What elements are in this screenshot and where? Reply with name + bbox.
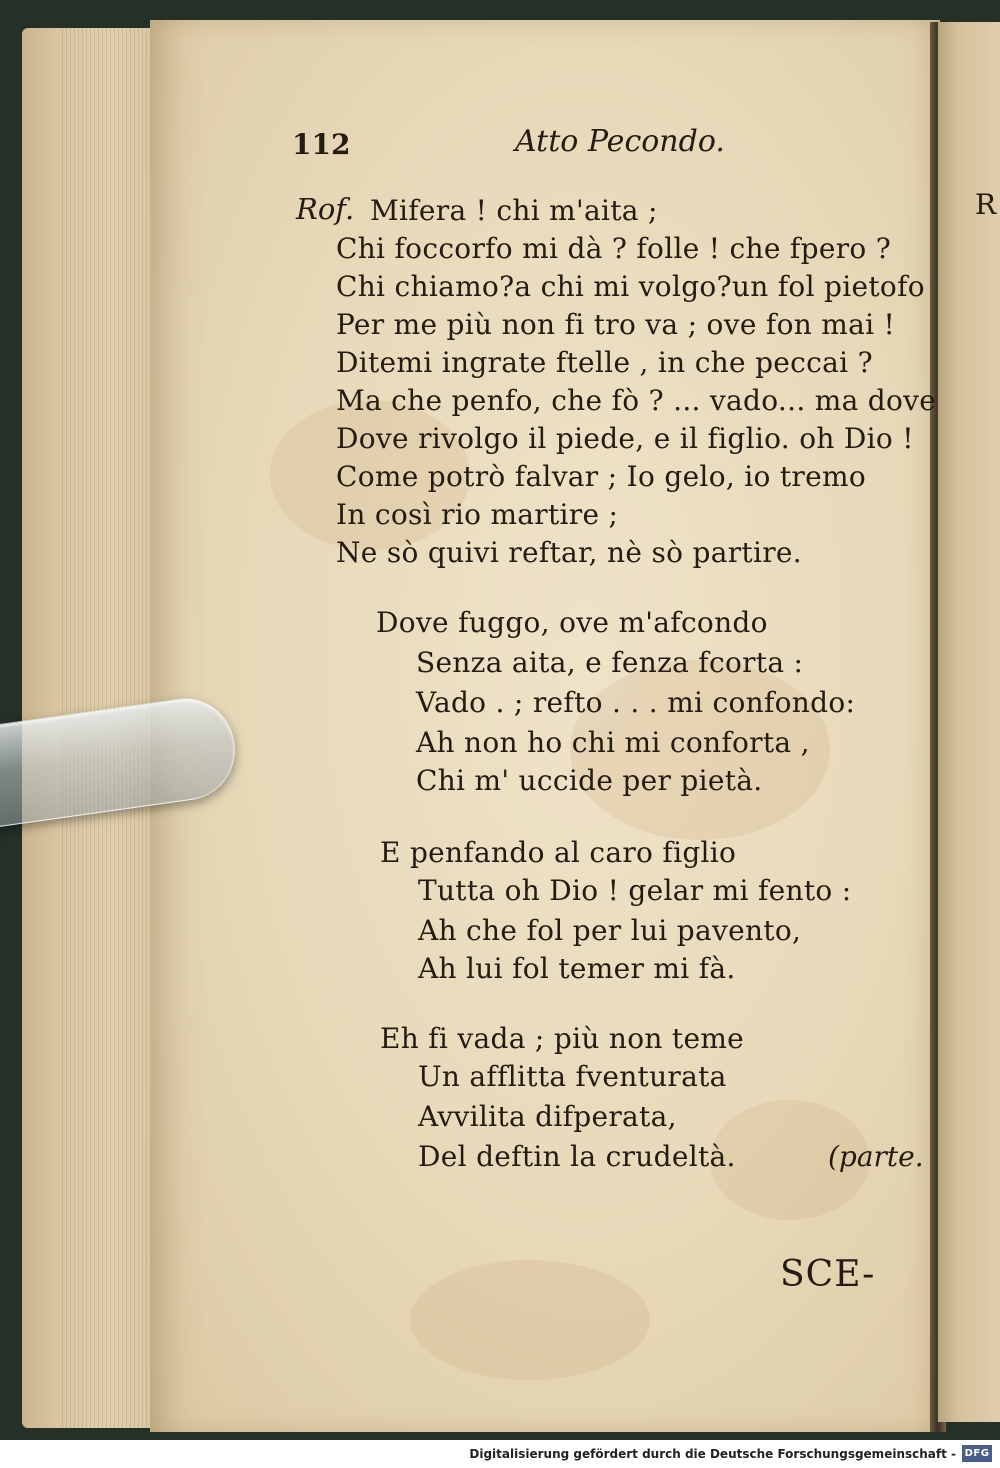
aria-line: Un afflitta fventurata bbox=[418, 1060, 727, 1093]
aria-line: E penfando al caro figlio bbox=[380, 836, 737, 869]
stage-direction: (parte. bbox=[828, 1140, 924, 1173]
text-line: Dove rivolgo il piede, e il figlio. oh Dio ! bbox=[336, 422, 914, 455]
aria-line: Eh fi vada ; più non teme bbox=[380, 1022, 745, 1055]
text-line: Ditemi ingrate ftelle , in che peccai ? bbox=[336, 346, 873, 379]
text-line: Ne sò quivi reftar, nè sò partire. bbox=[336, 536, 802, 569]
text-line: Chi chiamo?a chi mi volgo?un fol pietofo bbox=[336, 270, 925, 303]
aria-line: Ah non ho chi mi conforta , bbox=[416, 726, 810, 759]
aria-line: Dove fuggo, ove m'afcondo bbox=[376, 606, 768, 639]
aria-line: Chi m' uccide per pietà. bbox=[416, 764, 763, 797]
aria-line: Ah che fol per lui pavento, bbox=[418, 914, 802, 947]
text-line: Come potrò falvar ; Io gelo, io tremo bbox=[336, 460, 866, 493]
footer-bar bbox=[0, 1440, 1000, 1468]
page-number: 112 bbox=[292, 128, 351, 161]
aria-line: Del deftin la crudeltà. bbox=[418, 1140, 736, 1173]
aria-line: Senza aita, e fenza fcorta : bbox=[416, 646, 804, 679]
aria-line: Tutta oh Dio ! gelar mi fento : bbox=[418, 874, 852, 907]
dfg-logo-icon: DFG bbox=[962, 1445, 992, 1462]
text-line: Mifera ! chi m'aita ; bbox=[370, 194, 658, 227]
text-line: In così rio martire ; bbox=[336, 498, 619, 531]
text-line: Ma che penfo, che fò ? ... vado... ma dove bbox=[336, 384, 937, 417]
text-line: Per me più non fi tro va ; ove fon mai ! bbox=[336, 308, 896, 341]
catchword: SCE- bbox=[780, 1254, 876, 1295]
facing-page-letter: R bbox=[975, 188, 997, 221]
running-head: Atto Pecondo. bbox=[515, 124, 725, 159]
speaker-label: Rof. bbox=[296, 192, 355, 226]
paper-stain bbox=[410, 1260, 650, 1380]
aria-line: Vado . ; refto . . . mi confondo: bbox=[416, 686, 856, 719]
text-line: Chi foccorfo mi dà ? folle ! che fpero ? bbox=[336, 232, 892, 265]
aria-line: Avvilita difperata, bbox=[418, 1100, 677, 1133]
aria-line: Ah lui fol temer mi fà. bbox=[418, 952, 736, 985]
facing-page bbox=[938, 22, 1000, 1422]
funding-credit: Digitalisierung gefördert durch die Deutsche Forschungsgemeinschaft - bbox=[469, 1447, 956, 1461]
